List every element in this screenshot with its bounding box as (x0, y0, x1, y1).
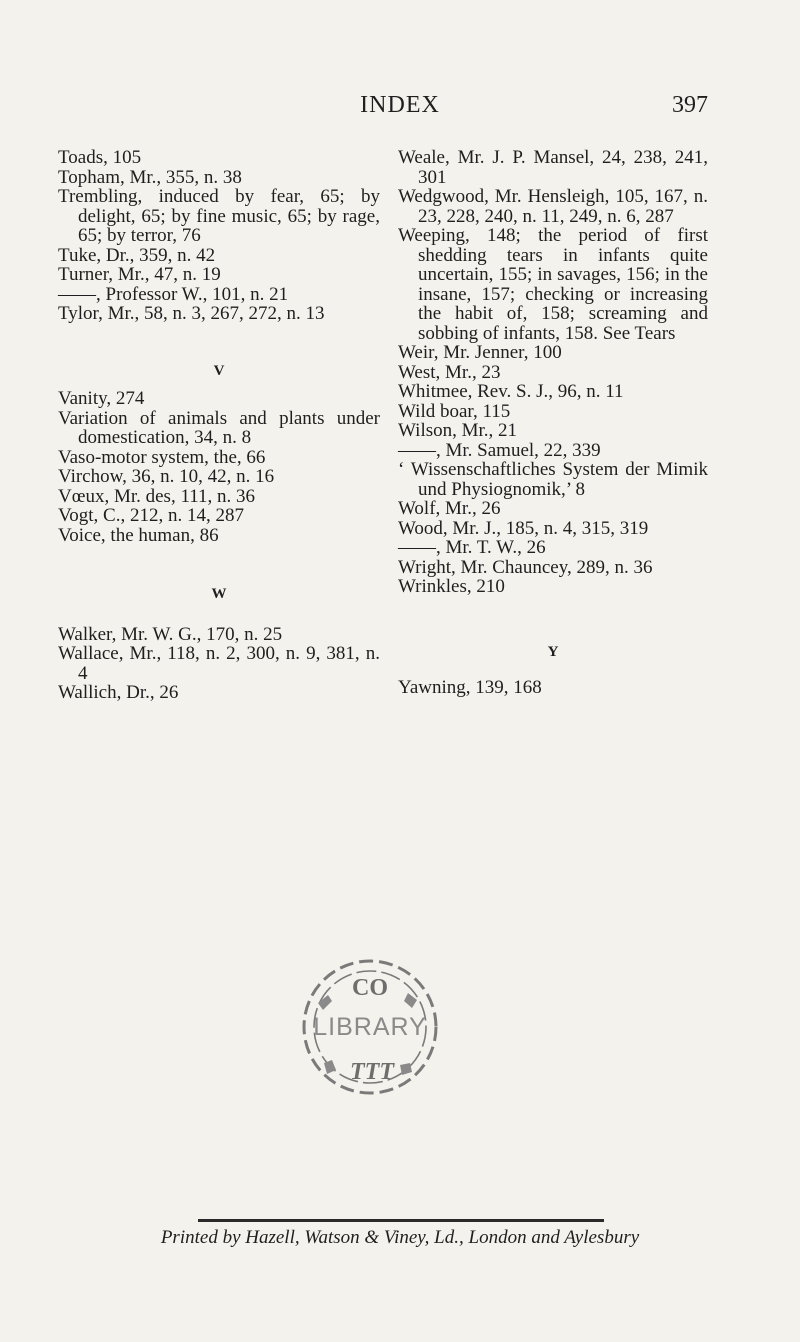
index-entry: Weir, Mr. Jenner, 100 (398, 342, 562, 363)
index-entry: Trembling, induced by fear, 65; by delight, 65; by fine music, 65; by rage, 65; by terror, 76 (58, 186, 380, 246)
stamp-text-top: CO (352, 975, 388, 1001)
index-entry: Vanity, 274 (58, 388, 145, 409)
left-column (58, 148, 380, 703)
index-entry: Tylor, Mr., 58, n. 3, 267, 272, n. 13 (58, 303, 325, 324)
index-entry: Wedgwood, Mr. Hensleigh, 105, 167, n. 23, 228, 240, n. 11, 249, n. 6, 287 (398, 186, 708, 227)
index-entry: Wilson, Mr., 21 (398, 420, 518, 441)
index-entry: ——, Mr. T. W., 26 (398, 537, 546, 558)
index-entry: Toads, 105 (58, 147, 142, 168)
printer-imprint: Printed by Hazell, Watson & Viney, Ld., London and Aylesbury (160, 1227, 640, 1248)
page-title: INDEX (360, 92, 440, 118)
index-entry: Wild boar, 115 (398, 400, 511, 422)
index-entry: ——, Mr. Samuel, 22, 339 (398, 439, 601, 461)
index-entry: Wallich, Dr., 26 (58, 682, 179, 703)
index-entry: Wrinkles, 210 (398, 576, 505, 597)
index-entry: Wallace, Mr., 118, n. 2, 300, n. 9, 381, n. 4 (58, 643, 380, 684)
index-entry: West, Mr., 23 (398, 361, 501, 383)
page-number: 397 (672, 92, 708, 118)
index-entry: Tuke, Dr., 359, n. 42 (58, 244, 216, 266)
stamp-text-bottom: TTT (350, 1059, 394, 1085)
section-letter-v: V (213, 362, 225, 379)
index-entry: Weeping, 148; the period of first shedding tears in infants quite uncertain, 155; in savages, 156; in the insane, 157; checking or increasing the habit of, 158; screaming and sobbing of infants, 158. See Tears (398, 225, 708, 344)
index-entry: Topham, Mr., 355, n. 38 (58, 166, 242, 188)
footer-rule (198, 1219, 604, 1222)
index-entry: ——, Professor W., 101, n. 21 (58, 283, 289, 305)
index-entry: ‘ Wissenschaftliches System der Mimik und Physiognomik,’ 8 (398, 459, 708, 500)
section-letter-y: Y (547, 643, 559, 660)
index-entry: Whitmee, Rev. S. J., 96, n. 11 (398, 381, 624, 402)
right-column (398, 148, 708, 698)
index-entry: Vaso-motor system, the, 66 (58, 446, 266, 468)
index-entry: Variation of animals and plants under domestication, 34, n. 8 (58, 407, 380, 448)
index-entry: Turner, Mr., 47, n. 19 (58, 264, 221, 285)
index-entry: Weale, Mr. J. P. Mansel, 24, 238, 241, 301 (398, 147, 708, 188)
index-entry: Wright, Mr. Chauncey, 289, n. 36 (398, 556, 653, 578)
index-entry: Wood, Mr. J., 185, n. 4, 315, 319 (398, 517, 649, 539)
index-entry: Walker, Mr. W. G., 170, n. 25 (58, 623, 283, 645)
index-entry: Vogt, C., 212, n. 14, 287 (58, 505, 244, 526)
index-entry: Yawning, 139, 168 (398, 677, 542, 698)
library-stamp-graphic (296, 953, 446, 1101)
index-entry: Voice, the human, 86 (58, 524, 219, 546)
index-entry: Wolf, Mr., 26 (398, 498, 501, 519)
stamp-text-middle: LIBRARY (313, 1013, 427, 1041)
library-stamp (296, 953, 446, 1101)
page-header (0, 92, 800, 122)
index-entry: Virchow, 36, n. 10, 42, n. 16 (58, 466, 275, 487)
section-letter-w: W (211, 586, 227, 602)
index-entry: Vœux, Mr. des, 111, n. 36 (58, 485, 256, 507)
